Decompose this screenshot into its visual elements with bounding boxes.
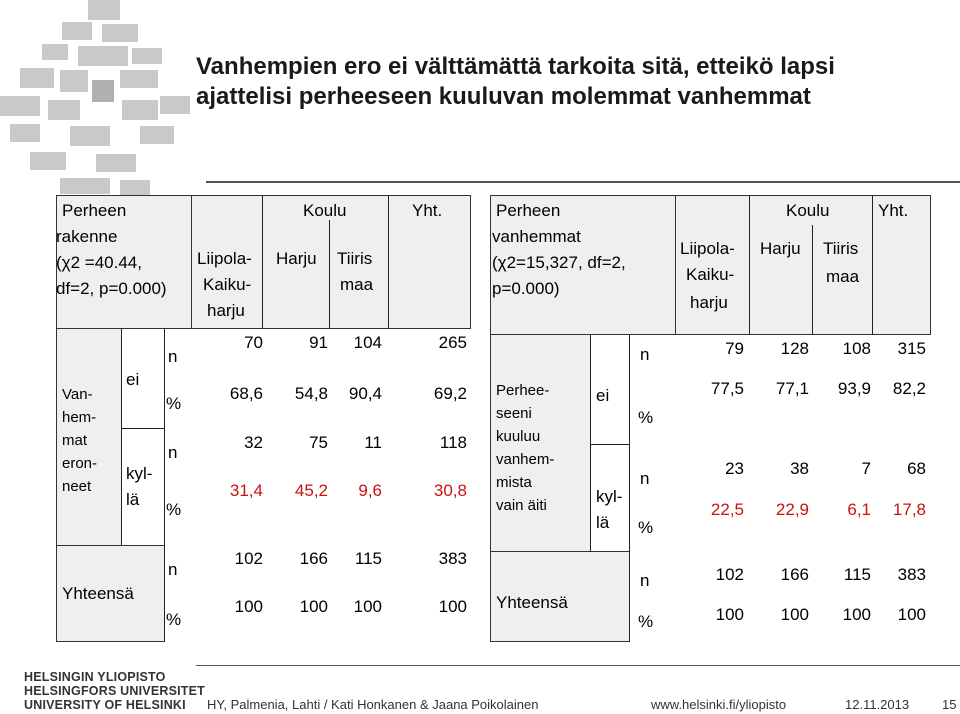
- right-group-line-1: Perhee-: [496, 382, 550, 399]
- left-yht-label: Yht.: [412, 201, 443, 220]
- right-cell: 128: [780, 339, 809, 358]
- left-cell: 32: [244, 433, 263, 452]
- right-cell: 77,1: [775, 379, 809, 398]
- right-stat-line-1: Perheen: [496, 201, 561, 220]
- left-cell: 100: [299, 597, 328, 616]
- right-col1-line-2: Kaiku-: [686, 265, 735, 284]
- right-row-label-2: n: [640, 469, 650, 488]
- right-cell: 7: [861, 459, 871, 478]
- right-cell: 82,2: [892, 379, 926, 398]
- right-cell: 100: [715, 605, 744, 624]
- right-col2-label: Harju: [760, 239, 801, 258]
- left-sub-ei: ei: [126, 370, 140, 389]
- left-cell-highlight: 9,6: [358, 481, 382, 500]
- right-cell: 166: [780, 565, 809, 584]
- right-row-label-4: n: [640, 571, 650, 590]
- right-cell-highlight: 6,1: [847, 500, 871, 519]
- right-cell: 79: [725, 339, 744, 358]
- left-cell-highlight: 30,8: [433, 481, 467, 500]
- right-cell: 38: [790, 459, 809, 478]
- right-cell: 115: [843, 565, 871, 584]
- right-total-label: Yhteensä: [496, 593, 568, 612]
- left-cell: 115: [354, 549, 382, 568]
- left-row-label-2: n: [168, 443, 178, 462]
- left-group-line-1: Van-: [62, 386, 93, 403]
- left-cell: 118: [439, 433, 467, 452]
- title-line-2: ajattelisi perheeseen kuuluvan molemmat vanhemmat: [196, 83, 811, 110]
- left-cell: 166: [299, 549, 328, 568]
- left-row-label-0: n: [168, 347, 178, 366]
- left-col1-line-3: harju: [207, 301, 245, 320]
- right-cell: 68: [907, 459, 926, 478]
- footer-date: 12.11.2013: [845, 697, 910, 712]
- right-stat-line-2: vanhemmat: [492, 227, 581, 246]
- right-sub-kylla-line-2: lä: [596, 513, 610, 532]
- footer-page-number: 15: [942, 697, 957, 712]
- title-line-1: Vanhempien ero ei välttämättä tarkoita sitä, etteikö lapsi: [196, 53, 835, 80]
- right-koulu-label: Koulu: [786, 201, 830, 220]
- left-group-line-3: mat: [62, 432, 88, 449]
- left-koulu-label: Koulu: [303, 201, 347, 220]
- footer-divider: [196, 665, 960, 666]
- right-cell: 23: [725, 459, 744, 478]
- right-cell: 100: [897, 605, 926, 624]
- university-logo-mark: [0, 0, 190, 220]
- right-col1-line-3: harju: [690, 293, 728, 312]
- left-row-label-3: %: [166, 500, 182, 519]
- right-cell: 315: [897, 339, 926, 358]
- left-cell: 383: [438, 549, 467, 568]
- right-group-line-5: mista: [496, 474, 532, 491]
- right-col1-line-1: Liipola-: [680, 239, 735, 258]
- left-cell: 11: [364, 433, 382, 452]
- left-cell: 100: [353, 597, 382, 616]
- logo-line-3: UNIVERSITY OF HELSINKI: [24, 698, 186, 712]
- left-col3-line-1: Tiiris: [337, 249, 373, 268]
- left-group-line-5: neet: [62, 478, 92, 495]
- right-row-label-3: %: [638, 518, 654, 537]
- left-stat-line-2: rakenne: [56, 227, 118, 246]
- left-group-line-2: hem-: [62, 409, 97, 426]
- left-cell: 68,6: [229, 384, 263, 403]
- left-stat-line-1: Perheen: [62, 201, 127, 220]
- right-sub-kylla-line-1: kyl-: [596, 487, 623, 506]
- right-cell: 383: [897, 565, 926, 584]
- right-col3-line-1: Tiiris: [823, 239, 859, 258]
- logo-line-2: HELSINGFORS UNIVERSITET: [24, 684, 206, 698]
- left-cell-highlight: 31,4: [229, 481, 263, 500]
- right-cell: 102: [715, 565, 744, 584]
- left-stat-line-4: df=2, p=0.000): [56, 279, 167, 298]
- left-col3-line-2: maa: [340, 275, 374, 294]
- right-row-label-0: n: [640, 345, 650, 364]
- left-group-line-4: eron-: [62, 455, 98, 472]
- right-stat-line-4: p=0.000): [492, 279, 560, 298]
- left-cell: 69,2: [433, 384, 467, 403]
- left-sub-kylla-line-2: lä: [126, 490, 140, 509]
- logo-line-1: HELSINGIN YLIOPISTO: [24, 670, 166, 684]
- left-cell: 100: [438, 597, 467, 616]
- left-cell-highlight: 45,2: [294, 481, 328, 500]
- left-cell: 54,8: [294, 384, 328, 403]
- left-col1-line-2: Kaiku-: [203, 275, 252, 294]
- footer-url[interactable]: www.helsinki.fi/yliopisto: [651, 697, 787, 712]
- right-cell: 108: [842, 339, 871, 358]
- right-row-label-5: %: [638, 612, 654, 631]
- right-col3-line-2: maa: [826, 267, 860, 286]
- left-row-label-4: n: [168, 560, 178, 579]
- left-cell: 70: [244, 333, 263, 352]
- right-cell: 100: [842, 605, 871, 624]
- slide-title: [196, 52, 936, 112]
- left-cell: 90,4: [348, 384, 382, 403]
- left-sub-kylla-line-1: kyl-: [126, 464, 153, 483]
- right-stat-line-3: (χ2=15,327, df=2,: [492, 253, 626, 272]
- right-cell-highlight: 22,5: [710, 500, 744, 519]
- title-divider: [206, 181, 960, 183]
- left-cell: 102: [234, 549, 263, 568]
- right-group-line-3: kuuluu: [496, 428, 541, 445]
- left-total-label: Yhteensä: [62, 584, 134, 603]
- right-cell: 100: [780, 605, 809, 624]
- left-cell: 265: [438, 333, 467, 352]
- right-row-label-1: %: [638, 408, 654, 427]
- left-col2-label: Harju: [276, 249, 317, 268]
- left-cell: 75: [309, 433, 328, 452]
- right-group-line-2: seeni: [496, 405, 532, 422]
- left-cell: 100: [234, 597, 263, 616]
- left-col1-line-1: Liipola-: [197, 249, 252, 268]
- left-row-label-1: %: [166, 394, 182, 413]
- right-cell: 93,9: [837, 379, 871, 398]
- right-cell: 77,5: [710, 379, 744, 398]
- left-cell: 91: [309, 333, 328, 352]
- left-row-label-5: %: [166, 610, 182, 629]
- right-group-line-4: vanhem-: [496, 451, 555, 468]
- right-yht-label: Yht.: [878, 201, 909, 220]
- left-stat-line-3: (χ2 =40.44,: [56, 253, 142, 272]
- left-cell: 104: [353, 333, 382, 352]
- right-cell-highlight: 17,8: [892, 500, 926, 519]
- right-sub-ei: ei: [596, 386, 610, 405]
- right-cell-highlight: 22,9: [775, 500, 809, 519]
- right-group-line-6: vain äiti: [496, 497, 547, 514]
- footer-authors: HY, Palmenia, Lahti / Kati Honkanen & Jaana Poikolainen: [207, 697, 539, 712]
